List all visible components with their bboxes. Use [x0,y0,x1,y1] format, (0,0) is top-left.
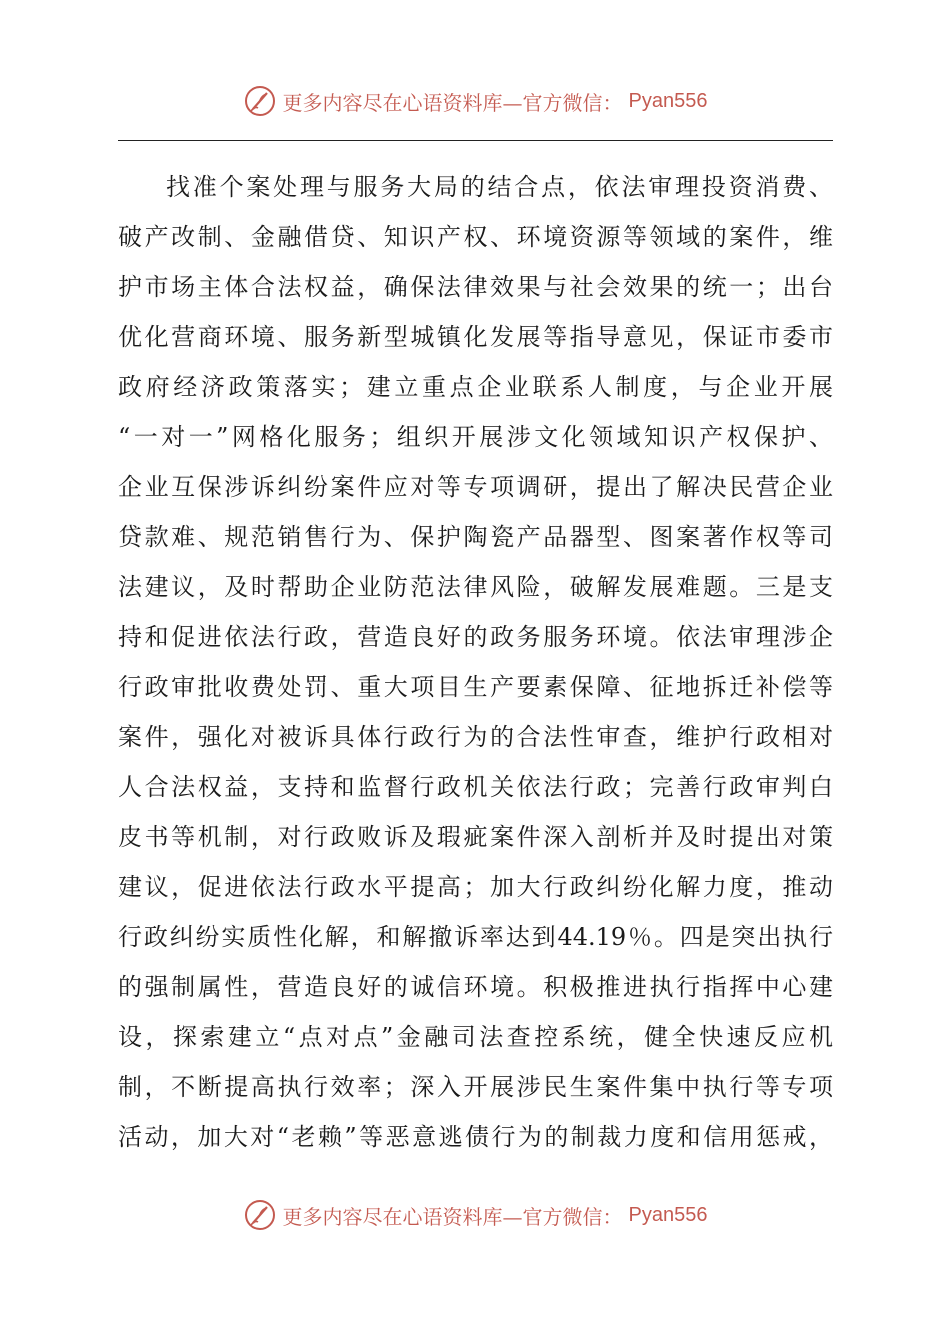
quill-logo-icon [243,84,277,118]
text-line: 建议，促进依法行政水平提高；加大行政纠纷化解力度，推动 [118,873,833,901]
text-line: “一对一”网格化服务；组织开展涉文化领域知识产权保护、 [118,423,833,451]
text-line: 法建议，及时帮助企业防范法律风险，破解发展难题。三是支 [118,573,833,601]
watermark-id: Pyan556 [628,89,708,112]
text-line: 破产改制、金融借贷、知识产权、环境资源等领域的案件，维 [118,223,833,251]
quill-logo-icon [243,1198,277,1232]
text-line: 政府经济政策落实；建立重点企业联系人制度，与企业开展 [118,373,833,401]
text-line: 行政审批收费处罚、重大项目生产要素保障、征地拆迁补偿等 [118,673,833,701]
text-line: 找准个案处理与服务大局的结合点，依法审理投资消费、 [166,173,833,201]
footer-watermark [0,1198,950,1232]
text-line: 皮书等机制，对行政败诉及瑕疵案件深入剖析并及时提出对策 [118,823,833,851]
text-line: 贷款难、规范销售行为、保护陶瓷产品器型、图案著作权等司 [118,523,833,551]
paragraph [118,162,833,1162]
text-line: 企业互保涉诉纠纷案件应对等专项调研，提出了解决民营企业 [118,473,833,501]
watermark-id: Pyan556 [628,1203,708,1226]
text-line: 护市场主体合法权益，确保法律效果与社会效果的统一；出台 [118,273,833,301]
text-line: 持和促进依法行政，营造良好的政务服务环境。依法审理涉企 [118,623,833,651]
text-line: 设，探索建立“点对点”金融司法查控系统，健全快速反应机 [118,1023,833,1051]
watermark-text: 更多内容尽在心语资料库—官方微信： [282,1204,623,1229]
text-line: 活动，加大对“老赖”等恶意逃债行为的制裁力度和信用惩戒， [118,1123,833,1151]
header-watermark [0,84,950,118]
text-line: 的强制属性，营造良好的诚信环境。积极推进执行指挥中心建 [118,973,833,1001]
text-line: 制，不断提高执行效率；深入开展涉民生案件集中执行等专项 [118,1073,833,1101]
text-line: 行政纠纷实质性化解，和解撤诉率达到44.19％。四是突出执行 [118,923,833,951]
text-line: 案件，强化对被诉具体行政行为的合法性审查，维护行政相对 [118,723,833,751]
header-divider [118,140,833,141]
text-line: 优化营商环境、服务新型城镇化发展等指导意见，保证市委市 [118,323,833,351]
watermark-text: 更多内容尽在心语资料库—官方微信： [282,90,623,115]
text-line: 人合法权益，支持和监督行政机关依法行政；完善行政审判白 [118,773,833,801]
